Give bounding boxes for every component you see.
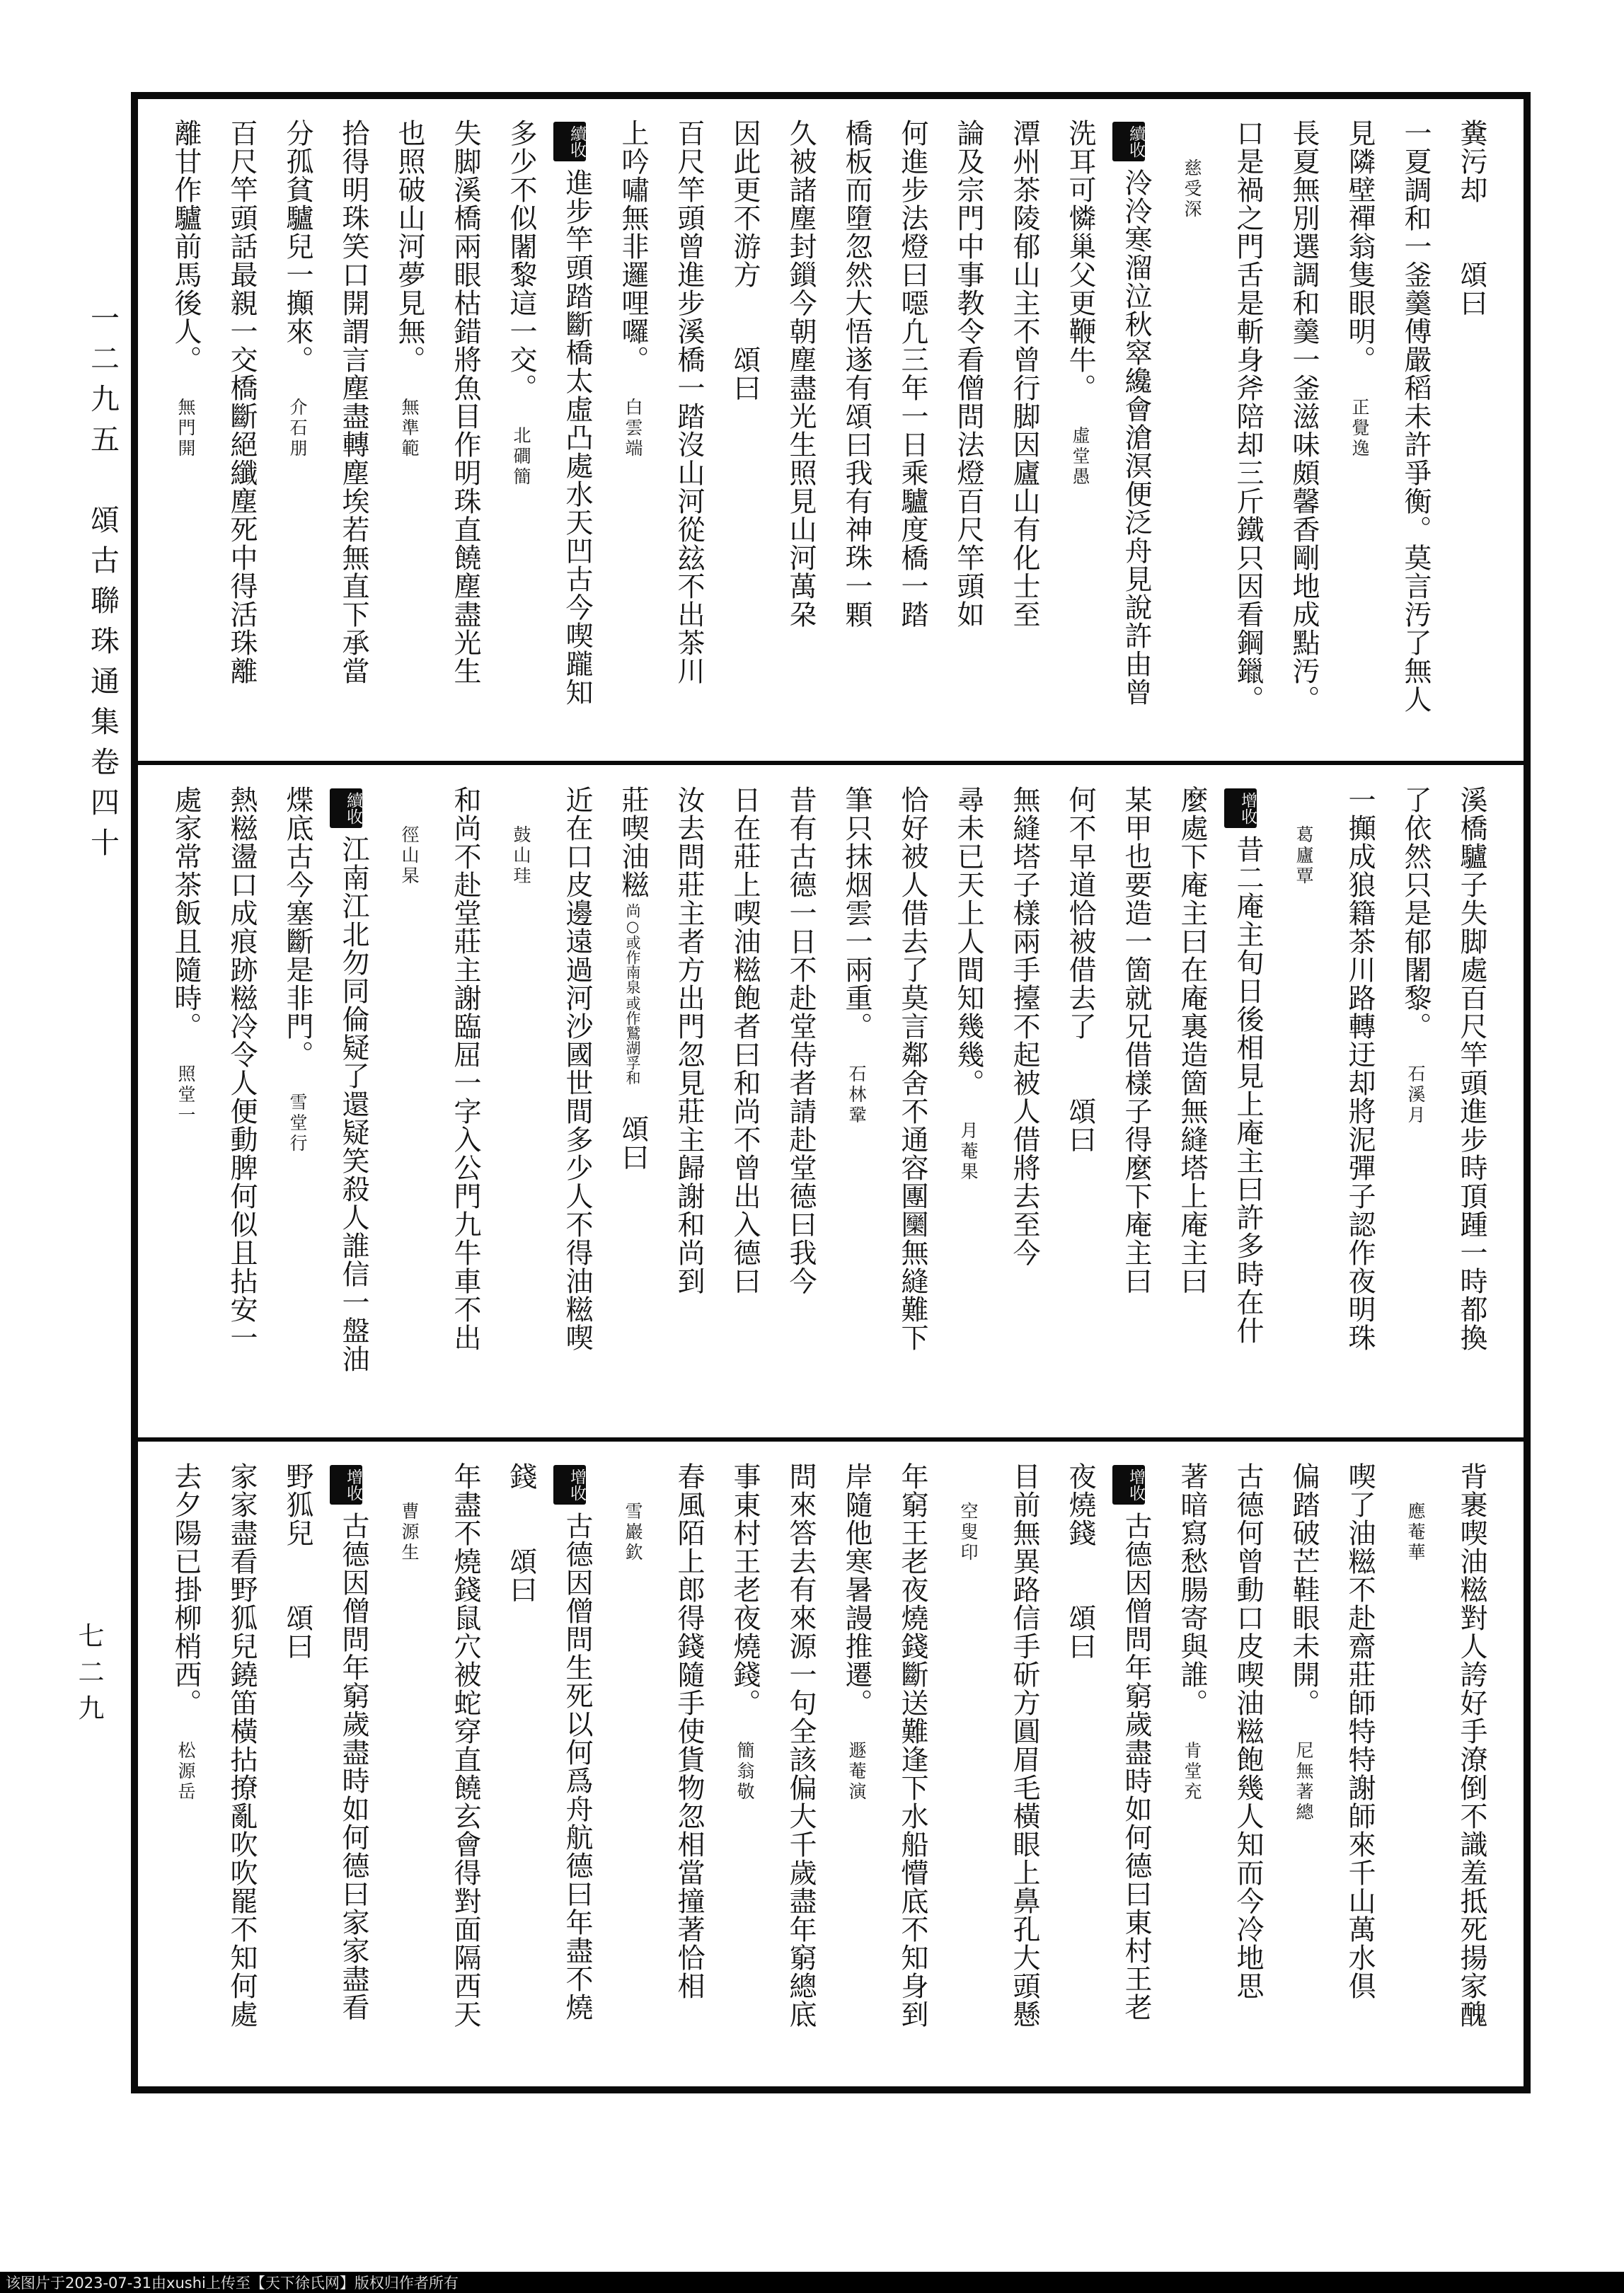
text-column — [437, 1462, 493, 2081]
verse-attribution: 簡翁敬 — [735, 1741, 755, 1803]
text-column — [885, 1462, 940, 2081]
column-text: 泠泠寒溜泣秋窣纔會滄溟便泛舟見說許由曾 — [1120, 168, 1152, 706]
text-column — [270, 1462, 326, 2081]
verse-attribution: 曹源生 — [399, 1502, 420, 1563]
column-text: 也照破山河夢見無。 — [393, 119, 425, 374]
section-divider — [138, 761, 1524, 765]
text-column — [158, 119, 214, 754]
column-text: 分孤貧驢兒一攧來。 — [282, 119, 313, 374]
watermark-bar — [0, 2272, 1624, 2293]
text-column — [549, 786, 605, 1430]
attribution-column — [940, 1462, 996, 2081]
text-column — [214, 119, 270, 754]
attribution-column — [1276, 786, 1332, 1430]
column-text: 多少不似闍黎這一交。 — [505, 119, 537, 402]
text-column — [1164, 786, 1220, 1430]
verse-attribution: 應菴華 — [1405, 1502, 1426, 1563]
column-text: 筆只抹烟雲一兩重。 — [841, 786, 873, 1040]
text-column — [717, 119, 773, 754]
column-text: 著暗寫愁腸寄與誰。 — [1176, 1462, 1208, 1717]
verse-attribution: 無門開 — [175, 398, 196, 459]
text-column — [214, 786, 270, 1430]
addendum-marker-續收: 續收 — [553, 122, 586, 161]
column-text: 何不早道恰被借去了 頌曰 — [1064, 786, 1096, 1154]
attribution-column — [1164, 119, 1220, 754]
verse-attribution: 慈受深 — [1182, 159, 1202, 220]
text-column — [1388, 119, 1444, 754]
addendum-marker-增收: 增收 — [553, 1465, 586, 1505]
verse-attribution: 徑山杲 — [399, 825, 420, 887]
column-text: 久被諸塵封鎻今朝塵盡光生照見山河萬朶 — [785, 119, 817, 628]
verse-attribution: 正覺逸 — [1349, 398, 1370, 459]
verse-attribution: 介石朋 — [287, 398, 308, 459]
text-column — [773, 119, 829, 754]
interlinear-note — [623, 903, 642, 1085]
attribution-column — [381, 1462, 437, 2081]
text-column — [1220, 786, 1276, 1430]
text-column — [1444, 1462, 1499, 2081]
text-column — [1220, 119, 1276, 754]
verse-attribution: 照堂一 — [175, 1064, 196, 1126]
column-text: 麼處下庵主曰在庵裏造箇無縫塔上庵主曰 — [1176, 786, 1208, 1295]
column-text: 一攧成狼籍茶川路轉迂却將泥彈子認作夜明珠 — [1344, 786, 1376, 1352]
column-text: 近在口皮邊遠過河沙國世間多少人不得油糍喫 — [561, 786, 593, 1352]
verse-attribution: 白雲端 — [623, 398, 643, 459]
column-text: 拾得明珠笑口開謂言塵盡轉塵埃若無直下承當 — [338, 119, 369, 685]
column-text: 見隣壁禪翁隻眼明。 — [1344, 119, 1376, 374]
verse-attribution: 松源岳 — [175, 1741, 196, 1803]
column-text: 昔二庵主旬日後相見上庵主曰許多時在什 — [1232, 835, 1264, 1345]
column-text: 長夏無別選調和羹一釜滋味頗馨香剛地成點汚。 — [1288, 119, 1320, 713]
column-text: 古德因僧問年窮歲盡時如何德曰東村王老 — [1120, 1512, 1152, 2021]
addendum-marker-增收: 增收 — [330, 1465, 362, 1505]
text-column — [661, 1462, 717, 2081]
column-text: 問來答去有來源一句全該偏大千歲盡年窮總底 — [785, 1462, 817, 2028]
column-text: 一夏調和一釜羹傅嚴稻未許爭衡。莫言汚了無人 — [1400, 119, 1432, 713]
verse-attribution: 北磵簡 — [511, 426, 531, 488]
column-text: 尋未已天上人間知幾幾。 — [952, 786, 984, 1097]
column-text: 偏踏破芒鞋眼未開。 — [1288, 1462, 1320, 1717]
text-column — [214, 1462, 270, 2081]
column-text: 古德因僧問年窮歲盡時如何德曰家家盡看 — [338, 1512, 369, 2021]
verse-attribution: 肯堂充 — [1182, 1741, 1202, 1803]
column-text: 汝去問莊主者方出門忽見莊主歸謝和尚到 — [673, 786, 705, 1295]
column-text: 夜燒錢 頌曰 — [1064, 1462, 1096, 1660]
column-text: 糞污却 頌曰 — [1456, 119, 1487, 317]
column-text: 因此更不游方 頌曰 — [729, 119, 761, 402]
column-text: 潭州茶陵郁山主不曾行脚因廬山有化士至 — [1008, 119, 1040, 628]
text-column — [605, 119, 661, 754]
verse-attribution: 虛堂愚 — [1070, 426, 1090, 488]
column-text: 百尺竿頭話最親一交橋斷絕纖塵死中得活珠離 — [226, 119, 258, 685]
text-column — [437, 119, 493, 754]
text-column — [158, 1462, 214, 2081]
text-column — [1220, 1462, 1276, 2081]
column-text: 溪橋驢子失脚處百尺竿頭進步時頂踵一時都換 — [1456, 786, 1487, 1352]
verse-attribution: 無準範 — [399, 398, 420, 459]
text-column — [270, 119, 326, 754]
text-column — [940, 119, 996, 754]
verse-attribution: 石溪月 — [1405, 1064, 1426, 1126]
column-text: 江南江北勿同倫疑了還疑笑殺人誰信一盤油 — [338, 835, 369, 1373]
margin-volume-title: 一二九五 頌古聯珠通集卷四十 — [86, 303, 120, 868]
text-column — [1108, 1462, 1164, 2081]
column-text: 春風陌上郎得錢隨手使貨物忽相當撞著恰相 — [673, 1462, 705, 2000]
text-column — [1052, 119, 1108, 754]
text-column — [1444, 786, 1499, 1430]
column-text: 事東村王老夜燒錢。 — [729, 1462, 761, 1717]
column-text: 煠底古今塞斷是非門。 — [282, 786, 313, 1069]
text-column — [1332, 119, 1388, 754]
text-column — [1276, 119, 1332, 754]
text-column — [1332, 786, 1388, 1430]
column-text: 離甘作驢前馬後人。 — [170, 119, 202, 374]
column-text: 某甲也要造一箇就兄借樣子得麼下庵主曰 — [1120, 786, 1152, 1295]
column-text-after-note: 頌曰 — [617, 1086, 649, 1171]
text-column — [661, 786, 717, 1430]
text-column — [996, 1462, 1052, 2081]
attribution-column — [1388, 1462, 1444, 2081]
text-column — [1052, 786, 1108, 1430]
text-column — [381, 119, 437, 754]
addendum-marker-續收: 續收 — [1112, 122, 1145, 161]
text-column — [1332, 1462, 1388, 2081]
column-text: 失脚溪橋兩眼枯錯將魚目作明珠直饒塵盡光生 — [449, 119, 481, 685]
column-text: 恰好被人借去了莫言鄰舍不通容團圞無縫難下 — [897, 786, 928, 1352]
column-text: 何進步法燈曰噁凢三年一日乘驢度橋一踏 — [897, 119, 928, 628]
column-text: 和尚不赴堂莊主謝臨屈一字入公門九牛車不出 — [449, 786, 481, 1352]
text-column — [829, 1462, 885, 2081]
addendum-marker-增收: 增收 — [1224, 788, 1257, 828]
column-text: 古德何曾動口皮喫油糍飽幾人知而今冷地思 — [1232, 1462, 1264, 2000]
verse-attribution: 葛廬覃 — [1294, 825, 1314, 887]
text-column — [885, 119, 940, 754]
text-column — [1052, 1462, 1108, 2081]
attribution-column — [605, 1462, 661, 2081]
column-text: 家家盡看野狐兒鐃笛橫拈撩亂吹吹罷不知何處 — [226, 1462, 258, 2028]
text-column — [773, 786, 829, 1430]
text-column — [493, 1462, 549, 2081]
text-column — [1108, 119, 1164, 754]
text-column — [270, 786, 326, 1430]
text-column — [549, 1462, 605, 2081]
column-text: 口是禍之門舌是斬身斧陪却三斤鐵只因看鋼鑞。 — [1232, 119, 1264, 713]
verse-attribution: 石林鞏 — [846, 1064, 867, 1126]
verse-attribution: 雪巖欽 — [623, 1502, 643, 1563]
middle-register — [138, 766, 1518, 1437]
note-subcolumn-1: 尚○或作南泉 — [624, 903, 641, 994]
text-column — [1276, 1462, 1332, 2081]
text-column — [996, 119, 1052, 754]
column-text: 百尺竿頭曾進步溪橋一踏沒山河從玆不出茶川 — [673, 119, 705, 685]
text-column — [549, 119, 605, 754]
column-text: 年盡不燒錢鼠穴被蛇穿直饒玄會得對面隔西天 — [449, 1462, 481, 2028]
text-column — [437, 786, 493, 1430]
text-column — [326, 119, 381, 754]
text-column — [940, 786, 996, 1430]
text-column — [829, 119, 885, 754]
column-text: 莊喫油糍 — [617, 786, 649, 899]
text-column — [717, 1462, 773, 2081]
verse-attribution: 尼無著總 — [1294, 1741, 1314, 1823]
text-column — [326, 1462, 381, 2081]
bottom-register — [138, 1442, 1518, 2088]
text-column — [605, 786, 661, 1430]
column-text: 洗耳可憐巢父更鞭牛。 — [1064, 119, 1096, 402]
note-subcolumn-0: 或作鷲湖孚和 — [624, 996, 641, 1085]
column-text: 去夕陽已掛柳梢西。 — [170, 1462, 202, 1717]
top-register — [138, 99, 1518, 761]
column-text: 論及宗門中事教令看僧問法燈百尺竿頭如 — [952, 119, 984, 628]
verse-attribution: 鼓山珪 — [511, 825, 531, 887]
verse-attribution: 雪堂行 — [287, 1093, 308, 1154]
text-column — [493, 119, 549, 754]
attribution-column — [493, 786, 549, 1430]
attribution-column — [381, 786, 437, 1430]
text-column — [1444, 119, 1499, 754]
column-text: 進步竿頭踏斷橋太虛凸處水天凹古今喫躘知 — [561, 168, 593, 706]
column-text: 處家常茶飯且隨時。 — [170, 786, 202, 1040]
column-text: 喫了油糍不赴齋莊師特特謝師來千山萬水倶 — [1344, 1462, 1376, 2000]
text-column — [1108, 786, 1164, 1430]
verse-attribution: 空叟印 — [958, 1502, 979, 1563]
verse-attribution: 遯菴演 — [846, 1741, 867, 1803]
column-text: 年窮王老夜燒錢斷送難逢下水船懵底不知身到 — [897, 1462, 928, 2028]
text-column — [885, 786, 940, 1430]
column-text: 熱糍盪口成痕跡糍冷令人便動脾何似且拈安一 — [226, 786, 258, 1352]
column-text: 背裹喫油糍對人誇好手潦倒不識羞抵死揚家醜 — [1456, 1462, 1487, 2028]
column-text: 了依然只是郁闍黎。 — [1400, 786, 1432, 1040]
text-column — [1388, 786, 1444, 1430]
column-text: 岸隨他寒暑謾推遷。 — [841, 1462, 873, 1717]
text-column — [996, 786, 1052, 1430]
column-text: 日在莊上喫油糍飽者曰和尚不曾出入德曰 — [729, 786, 761, 1295]
column-text: 野狐兒 頌曰 — [282, 1462, 313, 1660]
verse-attribution: 月菴果 — [958, 1121, 979, 1183]
addendum-marker-續收: 續收 — [330, 788, 362, 828]
column-text: 無縫塔子樣兩手擡不起被人借將去至今 — [1008, 786, 1040, 1267]
watermark-text: 该图片于2023-07-31由xushi上传至【天下徐氏网】版权归作者所有 — [6, 2275, 459, 2292]
text-column — [158, 786, 214, 1430]
column-text: 目前無異路信手斫方圓眉毛橫眼上鼻孔大頭懸 — [1008, 1462, 1040, 2028]
column-text: 錢 頌曰 — [505, 1462, 537, 1604]
text-column — [326, 786, 381, 1430]
text-column — [661, 119, 717, 754]
column-text: 古德因僧問生死以何爲舟航德曰年盡不燒 — [561, 1512, 593, 2021]
text-column — [829, 786, 885, 1430]
text-column — [773, 1462, 829, 2081]
text-column — [717, 786, 773, 1430]
column-text: 昔有古德一日不赴堂侍者請赴堂德曰我今 — [785, 786, 817, 1295]
page-number: 七二九 — [74, 1622, 104, 1730]
section-divider — [138, 1437, 1524, 1442]
addendum-marker-增收: 增收 — [1112, 1465, 1145, 1505]
text-column — [1164, 1462, 1220, 2081]
column-text: 橋板而墮忽然大悟遂有頌曰我有神珠一顆 — [841, 119, 873, 628]
column-text: 上吟嘯無非邏哩囉。 — [617, 119, 649, 374]
